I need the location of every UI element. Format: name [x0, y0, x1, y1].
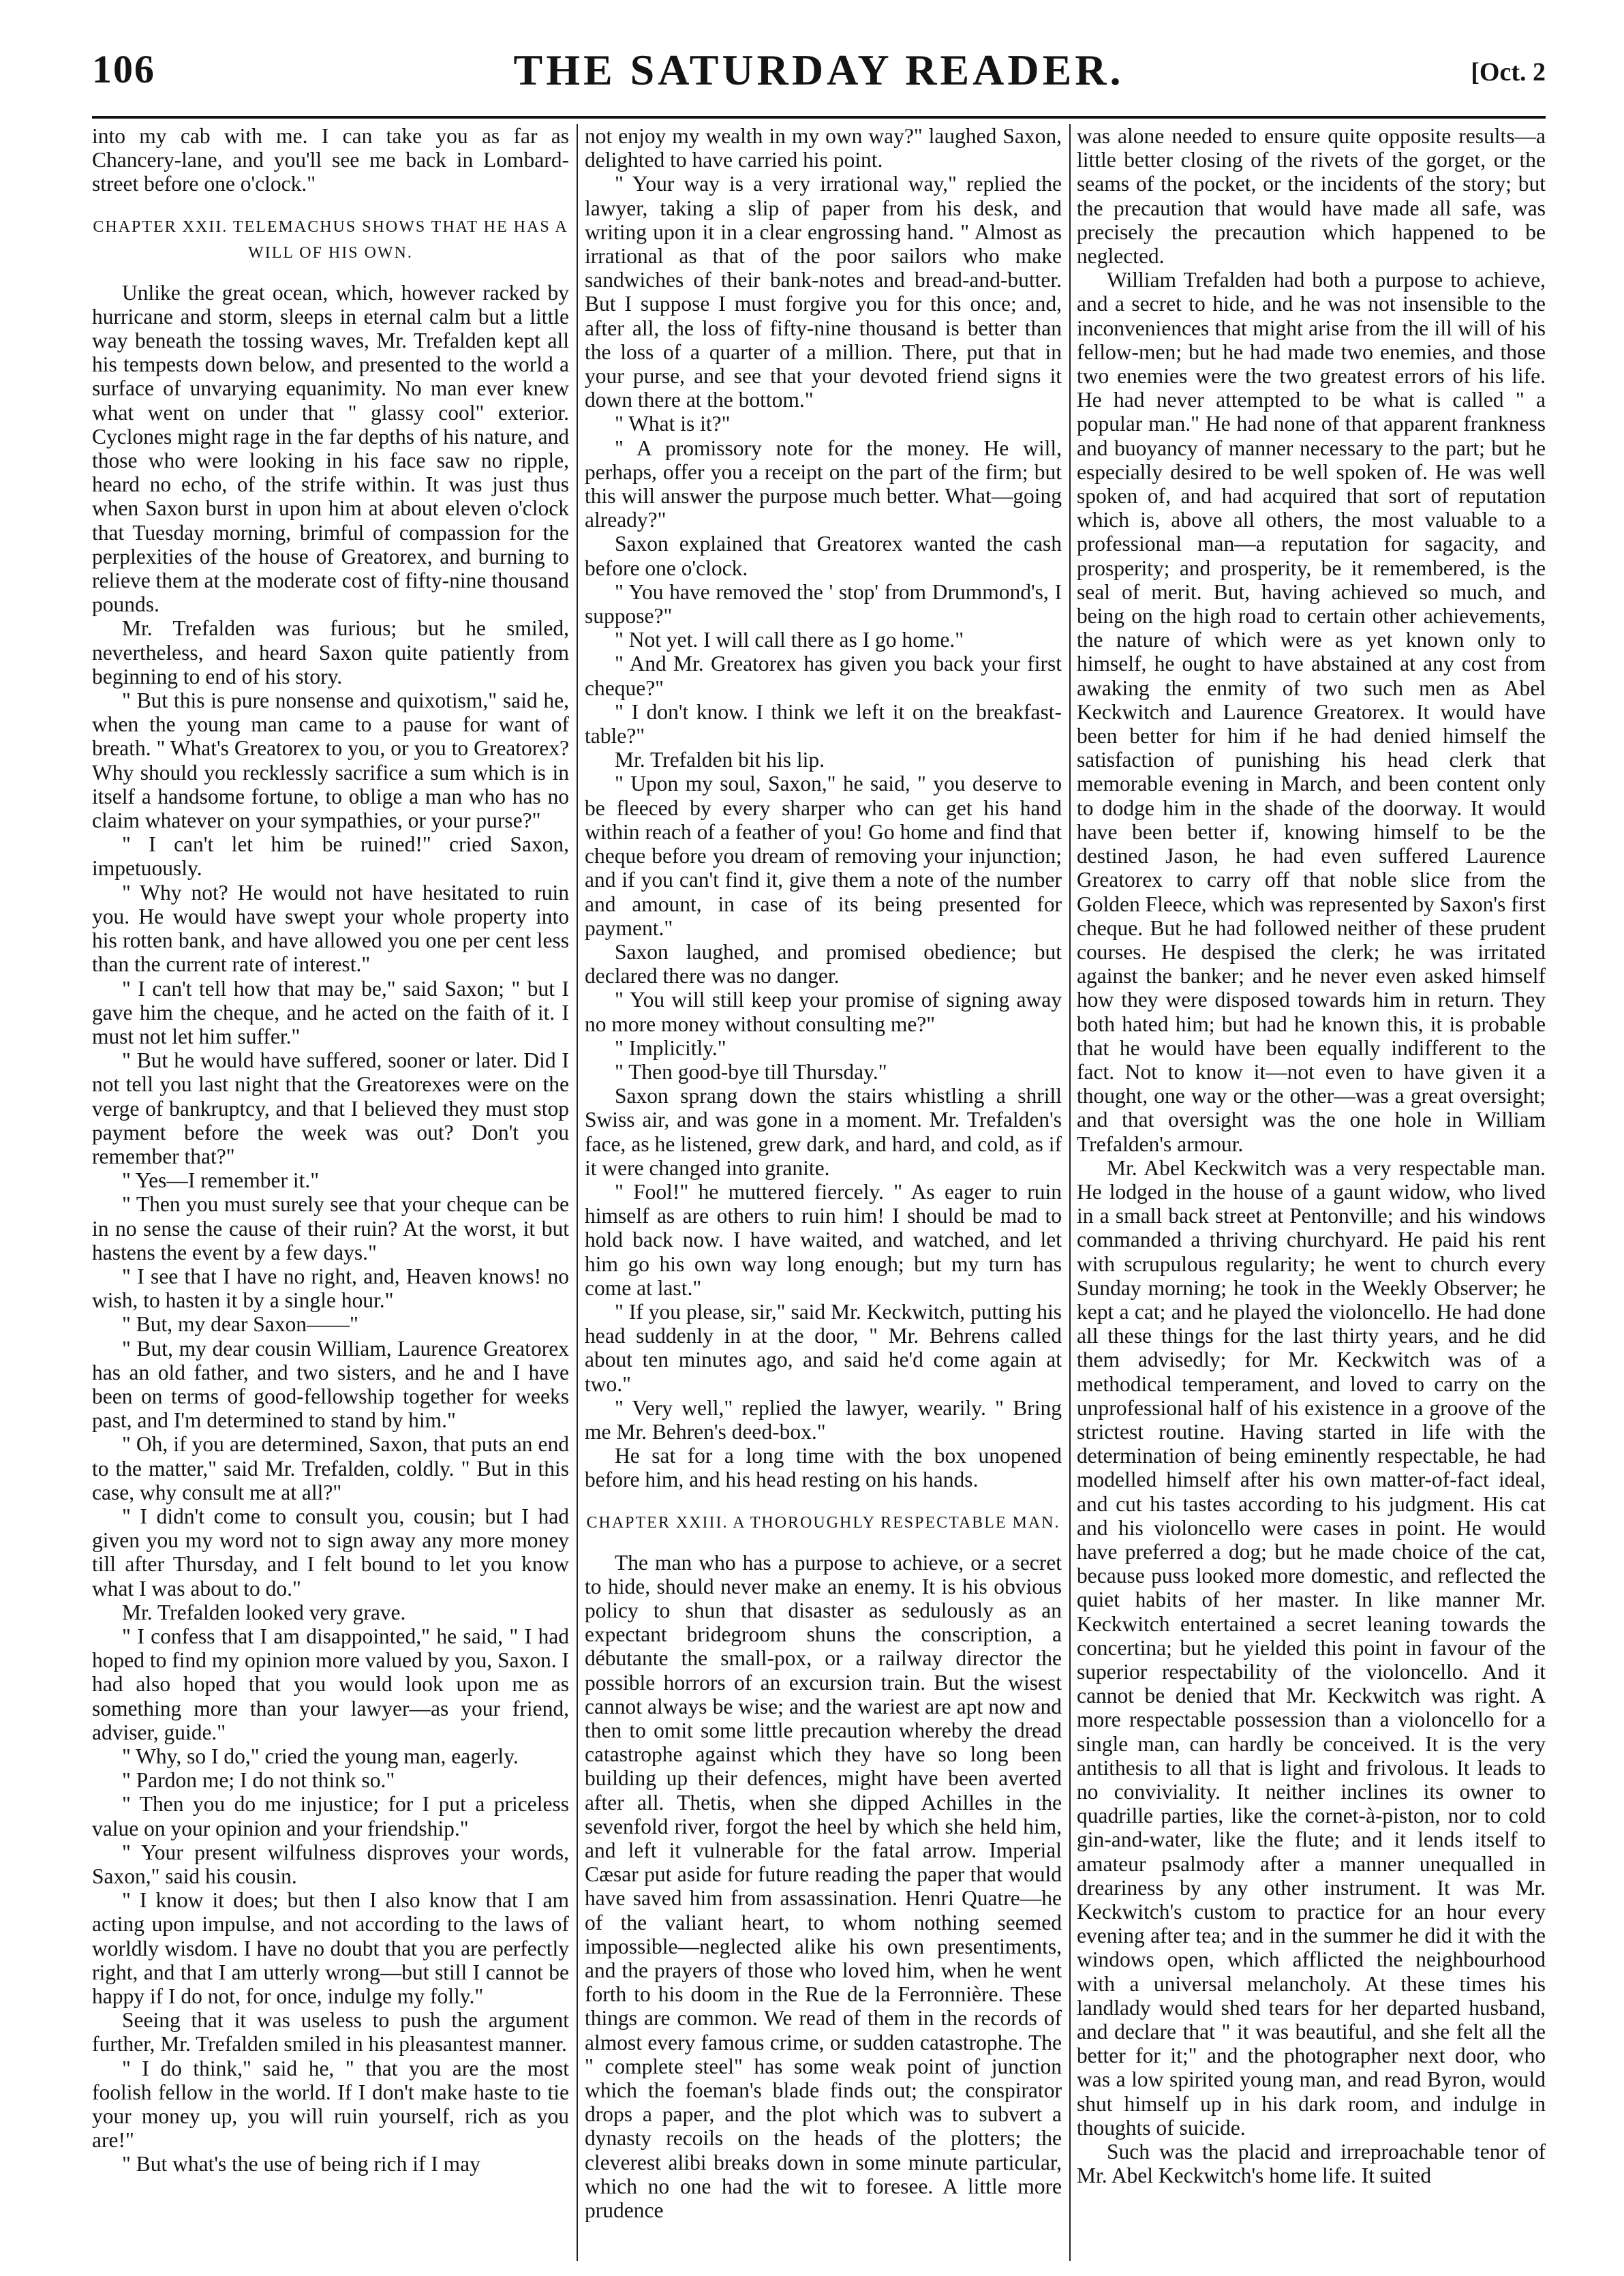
paragraph: " Then you must surely see that your cheque can be in no sense the cause of their ruin? At the worst, it but hastens the event by a few days." — [92, 1192, 569, 1264]
paragraph: " I see that I have no right, and, Heaven knows! no wish, to hasten it by a single hour." — [92, 1264, 569, 1313]
paragraph: " Upon my soul, Saxon," he said, " you deserve to be fleeced by every sharper who can get his hand within reach of a feather of you! Go home and find that cheque before you dream of removing your injunction; and if you can't find it, give them a note of the number and amount, in case of its being presented for payment." — [585, 772, 1062, 940]
paragraph: " You have removed the ' stop' from Drummond's, I suppose?" — [585, 579, 1062, 628]
paragraph: into my cab with me. I can take you as far as Chancery-lane, and you'll see me back in Lombard-street before one o'clock." — [92, 124, 569, 196]
paragraph: " Yes—I remember it." — [122, 1168, 320, 1193]
paragraph: " I didn't come to consult you, cousin; but I had given you my word not to sign away any more money till after Thursday, and I felt bound to let you know what I was about to do." — [92, 1504, 569, 1600]
column-1 — [92, 124, 569, 2258]
chapter-heading: CHAPTER XXII. TELEMACHUS SHOWS THAT HE HAS A WILL OF HIS OWN. — [93, 217, 568, 262]
paragraph: " Very well," replied the lawyer, wearily. " Bring me Mr. Behren's deed-box." — [585, 1395, 1062, 1444]
paragraph: " But this is pure nonsense and quixotism," said he, when the young man came to a pause for want of breath. " What's Greatorex to you, or you to Greatorex? Why should you recklessly sacrifice a sum which is in itself a handsome fortune, to oblige a man who has no claim whatever on your sympathies, or your purse?" — [92, 688, 569, 833]
paragraph: Saxon sprang down the stairs whistling a shrill Swiss air, and was gone in a moment. Mr. Trefalden's face, as he listened, grew dark, and hard, and cold, as if it were changed into granite. — [585, 1084, 1062, 1180]
column-2 — [585, 124, 1062, 2258]
paragraph: " Pardon me; I do not think so." — [122, 1768, 395, 1793]
paragraph: " If you please, sir," said Mr. Keckwitch, putting his head suddenly in at the door, " Mr. Behrens called about ten minutes ago, and said he'd come again at two." — [585, 1299, 1062, 1396]
paragraph: " Why, so I do," cried the young man, eagerly. — [122, 1744, 519, 1768]
page-header — [92, 42, 1546, 110]
paragraph: " I can't let him be ruined!" cried Saxon, impetuously. — [92, 832, 569, 881]
paragraph: Mr. Trefalden bit his lip. — [615, 748, 825, 772]
paragraph: William Trefalden had both a purpose to achieve, and a secret to hide, and he was not insensible to the inconveniences that might arise from the ill will of his fellow-men; but he had made two enemies, and those two enemies were the two greatest errors of his life. He had never attempted to be what is called " a popular man." He had none of that apparent frankness and buoyancy of manner necessary to the part; but he especially desired to be well spoken of. He was well spoken of, and had acquired that sort of reputation which is, above all others, the most valuable to a professional man—a reputation for sagacity, and prosperity; and prosperity, be it remembered, is the seal of merit. But, having achieved so much, and being on the high road to certain other achievements, the nature of which were as yet known only to himself, he ought to have abstained at any cost from awaking the enmity of two such men as Abel Keckwitch and Laurence Greatorex. It would have been better for him if he had denied himself the satisfaction of punishing his head clerk that memorable evening in March, and been content only to dodge him in the shade of the doorway. It would have been better if, knowing himself to be the destined Jason, he had even suffered Laurence Greatorex to carry off that noble slice from the Golden Fleece, which was represented by Saxon's first cheque. But he had followed neither of these prudent courses. He despised the clerk; he was irritated against the banker; and he never even asked himself how they were disposed towards him in return. They both hated him; but had he known this, it is probable that he would have been equally indifferent to the fact. Not to know it—not even to have given it a thought, one way or the other—was a great oversight; and that oversight was the one hole in William Trefalden's armour. — [1077, 268, 1546, 1156]
paragraph: Seeing that it was useless to push the argument further, Mr. Trefalden smiled in his pleasantest manner. — [92, 2008, 569, 2057]
paragraph: " I confess that I am disappointed," he said, " I had hoped to find my opinion more valued by you, Saxon. I had also hoped that you would look upon me as something more than your lawyer—as your friend, adviser, guide." — [92, 1624, 569, 1744]
paragraph: " Your present wilfulness disproves your words, Saxon," said his cousin. — [92, 1840, 569, 1889]
paragraph: " I can't tell how that may be," said Saxon; " but I gave him the cheque, and he acted on the faith of it. I must not let him suffer." — [92, 976, 569, 1048]
paragraph: Saxon laughed, and promised obedience; but declared there was no danger. — [585, 939, 1062, 988]
paragraph: was alone needed to ensure quite opposite results—a little better closing of the rivets of the gorget, or the seams of the pocket, or the incidents of the story; but the precaution that would have made all safe, was precisely the precaution which happened to be neglected. — [1077, 124, 1546, 269]
paragraph: " Oh, if you are determined, Saxon, that puts an end to the matter," said Mr. Trefalden, coldly. " But in this case, why consult me at all?" — [92, 1432, 569, 1504]
paragraph: " I don't know. I think we left it on the breakfast-table?" — [585, 699, 1062, 748]
column-3 — [1077, 124, 1546, 2258]
paragraph: " Then you do me injustice; for I put a priceless value on your opinion and your friendship." — [92, 1792, 569, 1840]
chapter-heading: CHAPTER XXIII. A THOROUGHLY RESPECTABLE MAN. — [586, 1513, 1060, 1532]
column-divider — [1069, 124, 1071, 2261]
paragraph: Such was the placid and irreproachable tenor of Mr. Abel Keckwitch's home life. It suited — [1077, 2140, 1546, 2188]
paragraph: " Why not? He would not have hesitated to ruin you. He would have swept your whole property into his rotten bank, and have allowed you one per cent less than the current rate of interest." — [92, 880, 569, 977]
paragraph: " What is it?" — [615, 412, 731, 436]
paragraph: " But he would have suffered, sooner or later. Did I not tell you last night that the Greatorexes were on the verge of bankruptcy, and that I believed they must stop payment before the week was out? Don't you remember that?" — [92, 1048, 569, 1168]
paragraph: " Implicitly." — [615, 1035, 726, 1060]
paragraph: " Your way is a very irrational way," replied the lawyer, taking a slip of paper from his desk, and writing upon it in a clear engrossing hand. " Almost as irrational as that of the poor sailors who make sandwiches of their bank-notes and bread-and-butter. But I suppose I must forgive you for this once; and, after all, the loss of fifty-nine thousand is better than the loss of a quarter of a million. There, put that in your purse, and see that your devoted friend signs it down there at the bottom." — [585, 172, 1062, 412]
page-number: 106 — [92, 47, 155, 91]
paragraph: " Fool!" he muttered fiercely. " As eager to ruin himself as are others to ruin him! I should be mad to hold back now. I have waited, and watched, and let him go his own way long enough; but my turn has come at last." — [585, 1179, 1062, 1300]
paragraph: Mr. Trefalden was furious; but he smiled, nevertheless, and heard Saxon quite patiently from beginning to end of his story. — [92, 616, 569, 688]
paragraph: " But what's the use of being rich if I may — [122, 2152, 480, 2176]
column-divider — [577, 124, 578, 2261]
paragraph: " And Mr. Greatorex has given you back your first cheque?" — [585, 652, 1062, 700]
paragraph: " But, my dear Saxon——" — [122, 1312, 358, 1337]
paragraph: Saxon explained that Greatorex wanted the cash before one o'clock. — [585, 532, 1062, 580]
paragraph: " You will still keep your promise of signing away no more money without consulting me?" — [585, 988, 1062, 1036]
paragraph: Unlike the great ocean, which, however racked by hurricane and storm, sleeps in eternal calm but a little way beneath the tossing waves, Mr. Trefalden kept all his tempests down below, and presented to the world a surface of unvarying equanimity. No man ever knew what went on under that " glassy cool" exterior. Cyclones might rage in the far depths of his nature, and those who were looking in his face saw no ripple, heard no echo, of the strife within. It was just thus when Saxon burst in upon him at about eleven o'clock that Tuesday morning, brimful of compassion for the perplexities of the house of Greatorex, and burning to relieve them at the moderate cost of fifty-nine thousand pounds. — [92, 280, 569, 617]
paragraph: The man who has a purpose to achieve, or a secret to hide, should never make an enemy. It is his obvious policy to shun that disaster as sedulously as an expectant bridegroom shuns the conscription, a débutante the small-pox, or a railway director the possible horrors of an excursion train. But the wisest cannot always be wise; and the wariest are apt now and then to omit some little precaution whereby the dread catastrophe against which they have so long been building up their defences, might have been averted after all. Thetis, when she dipped Achilles in the sevenfold river, forgot the heel by which she held him, and left it vulnerable for the fatal arrow. Imperial Cæsar put aside for future reading the paper that would have saved him from assassination. Henri Quatre—he of the valiant heart, to whom nothing seemed impossible—neglected alike his own presentiments, and the prayers of those who loved him, when he went forth to his doom in the Rue de la Ferronnière. These things are common. We read of them in the records of almost every famous crime, or sudden catastrophe. The " complete steel" has some weak point of junction which the foeman's blade finds out; the conspirator drops a paper, and the plot which was to subvert a dynasty recoils on the heads of the plotters; the cleverest alibi breaks down in some minute particular, which no one had the wit to foresee. A little more prudence — [585, 1550, 1062, 2223]
paragraph: Mr. Abel Keckwitch was a very respectable man. He lodged in the house of a gaunt widow, who lived in a small back street at Pentonville; and his windows commanded a thriving churchyard. He paid his rent with scrupulous regularity; he went to church every Sunday morning; he took in the Weekly Observer; he kept a cat; and he played the violoncello. He had done all these things for the last thirty years, and he did them advisedly; for Mr. Keckwitch was of a methodical temperament, and loved to carry on the unprofessional half of his existence in a groove of the strictest routine. Having started in life with the determination of being eminently respectable, he had modelled himself after his own matter-of-fact ideal, and cut his tastes according to his judgment. His cat and his violoncello were cases in point. He would have preferred a dog; but he made choice of the cat, because puss looked more domestic, and reflected the quiet habits of her master. In like manner Mr. Keckwitch entertained a secret leaning towards the concertina; but he yielded this point in favour of the superior respectability of the violoncello. And it cannot be denied that Mr. Keckwitch was right. A more respectable possession than a violoncello for a single man, can hardly be conceived. It is the very antithesis to all that is light and frivolous. It leads to no conviviality. It neither inclines its owner to quadrille parties, like the cornet-à-piston, nor to cold gin-and-water, like the flute; and it lends itself to amateur psalmody after a manner unequalled in dreariness by any other instrument. It was Mr. Keckwitch's custom to practice for an hour every evening after tea; and in the summer he did it with the windows open, which afflicted the neighbourhood with a universal melancholy. At these times his landlady would shed tears for her departed husband, and declare that " it was beautiful, and she felt all the better for it;" and the photographer next door, who was a low spirited young man, and read Byron, would shut himself up in his dark room, and indulge in thoughts of suicide. — [1077, 1155, 1546, 2140]
publication-title: THE SATURDAY READER. — [513, 46, 1124, 94]
paragraph: " Not yet. I will call there as I go home." — [615, 628, 964, 652]
paragraph: " A promissory note for the money. He will, perhaps, offer you a receipt on the part of the firm; but this will answer the purpose much better. What—going already?" — [585, 436, 1062, 532]
issue-date: [Oct. 2 — [1471, 58, 1546, 87]
paragraph: Mr. Trefalden looked very grave. — [122, 1600, 406, 1624]
paragraph: not enjoy my wealth in my own way?" laughed Saxon, delighted to have carried his point. — [585, 124, 1062, 172]
paragraph: " But, my dear cousin William, Laurence Greatorex has an old father, and two sisters, and he and I have been on terms of good-fellowship together for weeks past, and I'm determined to stand by him." — [92, 1336, 569, 1433]
header-rule — [92, 116, 1546, 119]
paragraph: " I know it does; but then I also know that I am acting upon impulse, and not according to the laws of worldly wisdom. I have no doubt that you are perfectly right, and that I am utterly wrong—but still I cannot be happy if I do not, for once, indulge my folly." — [92, 1888, 569, 2009]
paragraph: " Then good-bye till Thursday." — [615, 1059, 887, 1084]
paragraph: He sat for a long time with the box unopened before him, and his head resting on his hands. — [585, 1444, 1062, 1492]
paragraph: " I do think," said he, " that you are the most foolish fellow in the world. If I don't make haste to tie your money up, you will ruin yourself, rich as you are!" — [92, 2056, 569, 2153]
